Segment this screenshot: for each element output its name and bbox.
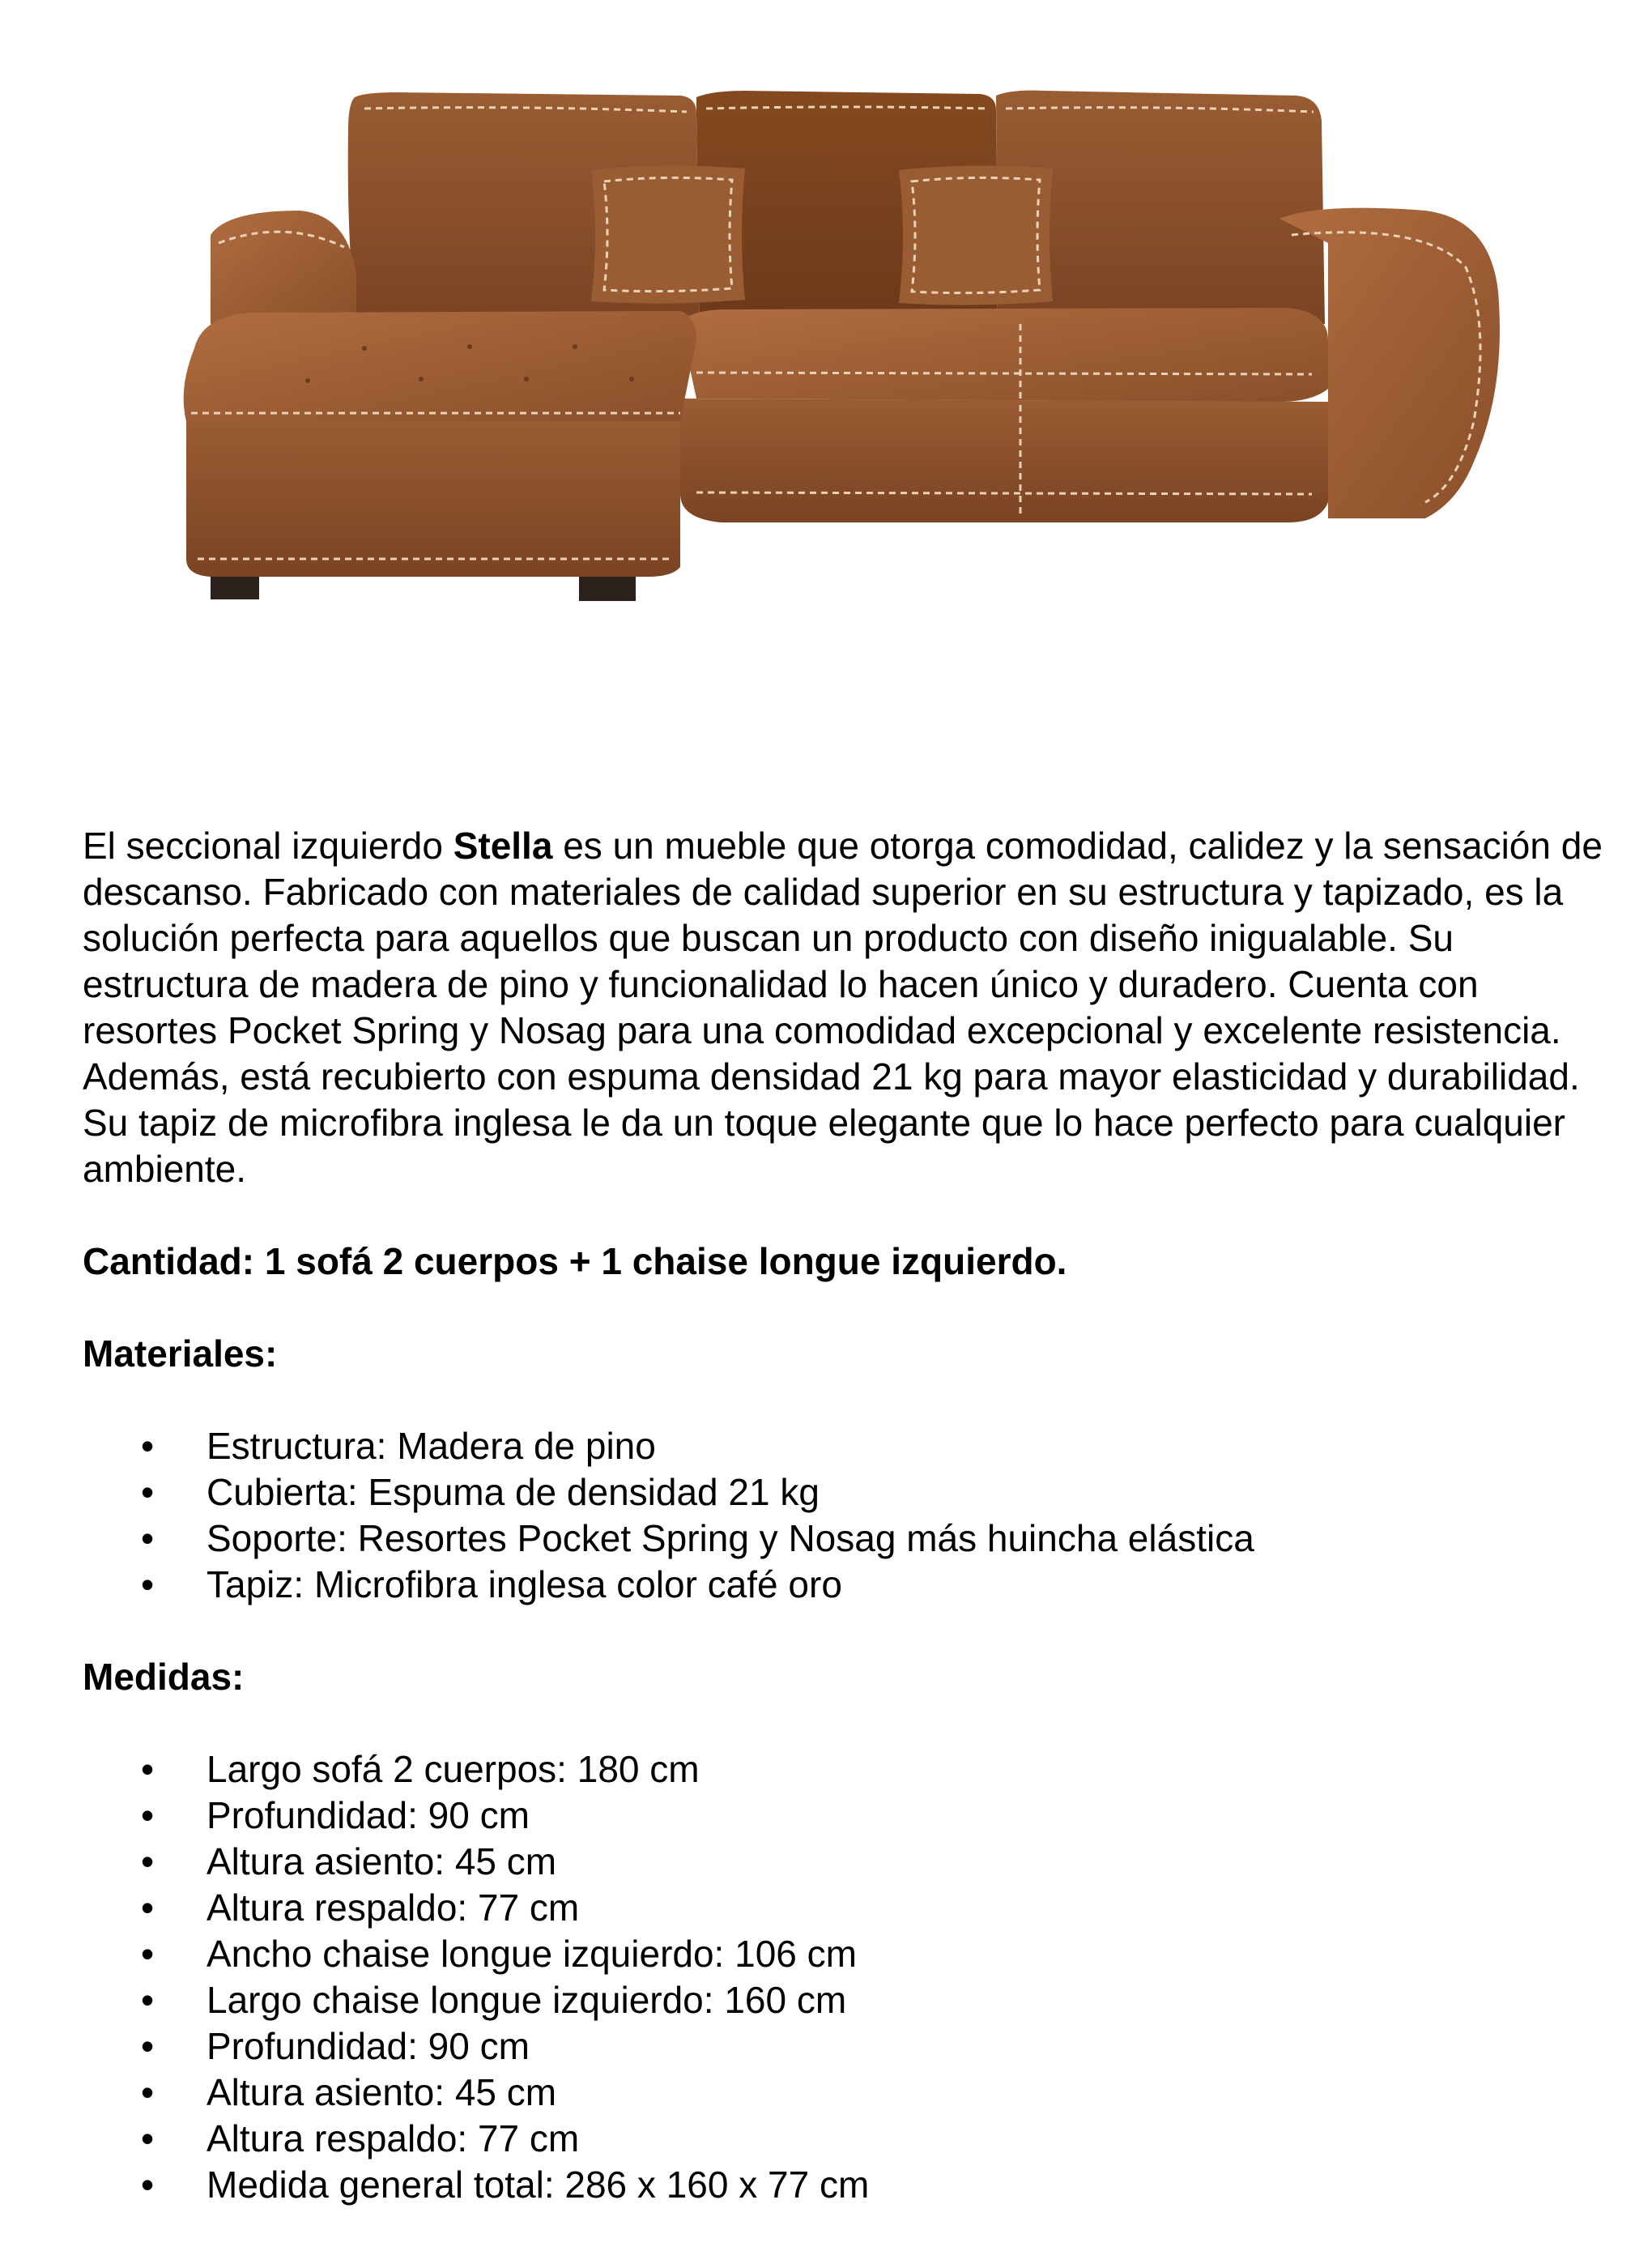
measures-list: [83, 1746, 1621, 2208]
seat-cushion: [680, 308, 1328, 402]
sofa-illustration: [162, 81, 1522, 632]
quantity-line: Cantidad: 1 sofá 2 cuerpos + 1 chaise longue izquierdo.: [83, 1240, 1067, 1282]
throw-pillow-right: [899, 165, 1053, 305]
materials-list: [83, 1423, 1621, 1608]
list-item: • Profundidad: 90 cm: [83, 1793, 1621, 1839]
list-item: • Medida general total: 286 x 160 x 77 cm: [83, 2162, 1621, 2208]
product-image: [162, 81, 1522, 632]
list-item: • Largo sofá 2 cuerpos: 180 cm: [83, 1746, 1621, 1793]
list-item: • Altura asiento: 45 cm: [83, 1839, 1621, 1885]
product-name: Stella: [453, 825, 553, 867]
list-item: • Soporte: Resortes Pocket Spring y Nosag más huincha elástica: [83, 1516, 1621, 1562]
list-item: • Cubierta: Espuma de densidad 21 kg: [83, 1469, 1621, 1516]
sofa-base: [680, 399, 1328, 522]
sofa-leg: [579, 577, 636, 601]
sofa-leg: [211, 577, 259, 599]
left-arm: [211, 211, 356, 324]
list-item: • Profundidad: 90 cm: [83, 2023, 1621, 2070]
list-item: • Altura respaldo: 77 cm: [83, 1885, 1621, 1931]
throw-pillow-left: [591, 165, 745, 303]
list-item: • Ancho chaise longue izquierdo: 106 cm: [83, 1931, 1621, 1977]
materials-heading: Materiales:: [83, 1332, 278, 1375]
product-description-section: [83, 823, 1621, 2254]
measures-heading: Medidas:: [83, 1656, 245, 1698]
list-item: • Estructura: Madera de pino: [83, 1423, 1621, 1469]
list-item: • Tapiz: Microfibra inglesa color café oro: [83, 1562, 1621, 1608]
chaise-base: [186, 421, 680, 577]
product-description: El seccional izquierdo Stella es un mueble que otorga comodidad, calidez y la sensación de descanso. Fabricado con materiales de calidad superior en su estructura y tapizado, es la solución perfecta para aquellos que buscan un producto con diseño inigualable. Su estructura de madera de pino y funcionalidad lo hacen único y duradero. Cuenta con resortes Pocket Spring y Nosag para una comodidad excepcional y excelente resistencia. Además, está recubierto con espuma densidad 21 kg para mayor elasticidad y durabilidad. Su tapiz de microfibra inglesa le da un toque elegante que lo hace perfecto para cualquier ambiente.: [83, 825, 1603, 1190]
list-item: • Altura respaldo: 77 cm: [83, 2116, 1621, 2162]
list-item: • Largo chaise longue izquierdo: 160 cm: [83, 1977, 1621, 2023]
list-item: • Altura asiento: 45 cm: [83, 2070, 1621, 2116]
chaise-seat: [184, 311, 696, 421]
